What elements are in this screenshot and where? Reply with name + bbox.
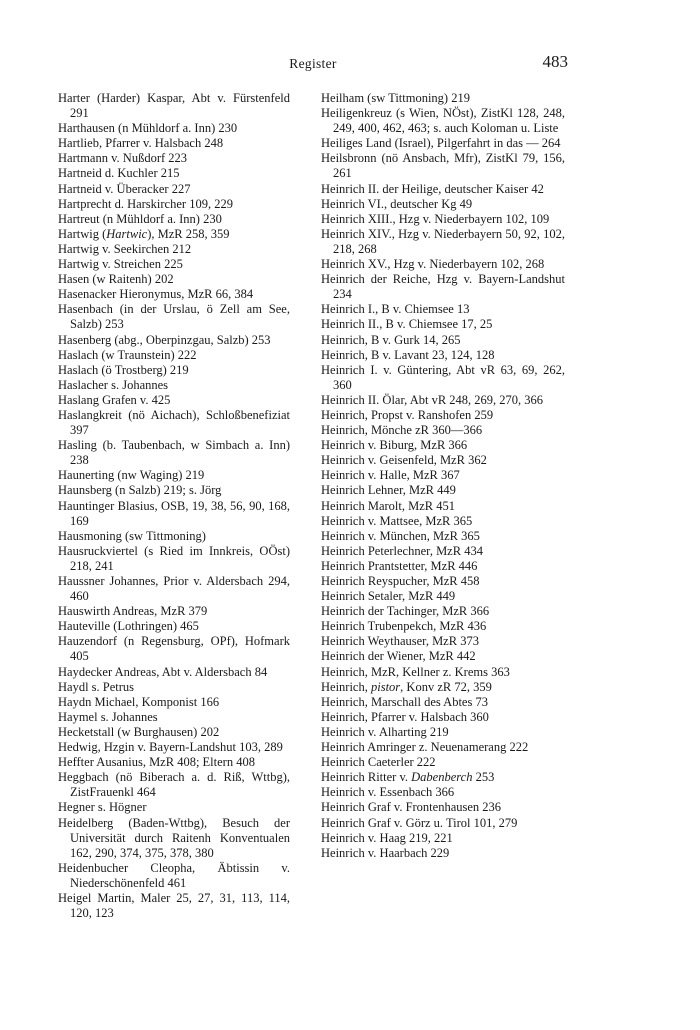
index-entry: Heinrich Weythauser, MzR 373 [321, 634, 479, 649]
index-entry: Hartlieb, Pfarrer v. Halsbach 248 [58, 136, 224, 151]
index-entry: Heinrich der Tachinger, MzR 366 [321, 604, 490, 619]
index-entry: Heinrich v. Biburg, MzR 366 [321, 438, 468, 453]
index-entry: Hartmann v. Nußdorf 223 [58, 151, 188, 166]
index-entry: Hartwig (Hartwic), MzR 258, 359 [58, 226, 230, 241]
index-entry: Hartreut (n Mühldorf a. Inn) 230 [58, 211, 222, 226]
index-entry: Heinrich Marolt, MzR 451 [321, 498, 456, 513]
index-entry: Hausruckviertel (s Ried im Innkreis, OÖst) 218, 241 [58, 543, 290, 573]
index-entry: Heinrich Lehner, MzR 449 [321, 483, 456, 498]
index-entry: Hasenacker Hieronymus, MzR 66, 384 [58, 287, 254, 302]
index-entry: Hauteville (Lothringen) 465 [58, 619, 199, 634]
index-entry: Heinrich II. der Heilige, deutscher Kaiser 42 [321, 181, 544, 196]
index-entry: Hegner s. Högner [58, 800, 147, 815]
index-entry: Heinrich XIV., Hzg v. Niederbayern 50, 92, 102, 218, 268 [321, 226, 565, 256]
index-entry: Heinrich II. Ölar, Abt vR 248, 269, 270, 366 [321, 392, 544, 407]
index-entry: Haydecker Andreas, Abt v. Aldersbach 84 [58, 664, 268, 679]
index-entry: Heilham (sw Tittmoning) 219 [321, 91, 470, 105]
index-entry: Heinrich v. Geisenfeld, MzR 362 [321, 453, 487, 468]
index-entry: Heinrich XIII., Hzg v. Niederbayern 102, 109 [321, 211, 550, 226]
index-entry: Heinrich der Reiche, Hzg v. Bayern-Landshut 234 [321, 272, 565, 302]
index-entry: Heinrich der Wiener, MzR 442 [321, 649, 476, 664]
index-entry: Hauswirth Andreas, MzR 379 [58, 604, 208, 619]
index-entry: Heinrich v. Mattsee, MzR 365 [321, 513, 473, 528]
index-entry: Heinrich Peterlechner, MzR 434 [321, 543, 483, 558]
index-entry: Heinrich v. München, MzR 365 [321, 528, 480, 543]
index-entry: Haunsberg (n Salzb) 219; s. Jörg [58, 483, 222, 498]
index-entry: Heinrich, Mönche zR 360—366 [321, 423, 483, 438]
index-entry: Hartwig v. Seekirchen 212 [58, 241, 192, 256]
index-entry: Heinrich Setaler, MzR 449 [321, 589, 456, 604]
index-entry: Heinrich, Propst v. Ranshofen 259 [321, 407, 494, 422]
index-entry: Hartneid v. Überacker 227 [58, 181, 191, 196]
index-entry: Heilsbronn (nö Ansbach, Mfr), ZistKl 79, 156, 261 [321, 151, 565, 181]
index-entry: Harthausen (n Mühldorf a. Inn) 230 [58, 121, 238, 136]
index-entry: Heinrich v. Haag 219, 221 [321, 830, 453, 845]
index-entry: Hecketstall (w Burghausen) 202 [58, 724, 220, 739]
index-entry: Heinrich Prantstetter, MzR 446 [321, 558, 478, 573]
index-entry: Hasenbach (in der Urslau, ö Zell am See, Salzb) 253 [58, 302, 290, 332]
index-entry: Heinrich Trubenpekch, MzR 436 [321, 619, 487, 634]
index-entry: Hartwig v. Streichen 225 [58, 257, 183, 272]
index-entry: Harter (Harder) Kaspar, Abt v. Fürstenfeld 291 [58, 91, 290, 121]
index-entry: Heinrich XV., Hzg v. Niederbayern 102, 268 [321, 257, 545, 272]
index-entry: Hartneid d. Kuchler 215 [58, 166, 180, 181]
index-entry: Heinrich I., B v. Chiemsee 13 [321, 302, 470, 317]
index-entry: Hasenberg (abg., Oberpinzgau, Salzb) 253 [58, 332, 271, 347]
index-entry: Hedwig, Hzgin v. Bayern-Landshut 103, 289 [58, 740, 283, 755]
index-entry: Heinrich VI., deutscher Kg 49 [321, 196, 473, 211]
index-entry: Heigel Martin, Maler 25, 27, 31, 113, 114, 120, 123 [58, 890, 290, 921]
index-entry: Heggbach (nö Biberach a. d. Riß, Wttbg), ZistFrauenkl 464 [58, 770, 290, 800]
index-entry: Heinrich Graf v. Frontenhausen 236 [321, 800, 502, 815]
index-entry: Haunerting (nw Waging) 219 [58, 468, 205, 483]
index-entry: Haslach (w Traunstein) 222 [58, 347, 197, 362]
index-entry: Heidenbucher Cleopha, Äbtissin v. Niederschönenfeld 461 [58, 860, 290, 890]
index-entry: Heinrich v. Alharting 219 [321, 724, 449, 739]
index-column-left [58, 91, 290, 921]
index-entry: Hasling (b. Taubenbach, w Simbach a. Inn) 238 [58, 438, 290, 468]
index-column-right [321, 91, 565, 861]
index-entry: Heinrich Amringer z. Neuenamerang 222 [321, 740, 529, 755]
index-entry: Haussner Johannes, Prior v. Aldersbach 294, 460 [58, 574, 290, 604]
index-entry: Heinrich Ritter v. Dabenberch 253 [321, 770, 495, 785]
index-entry: Haymel s. Johannes [58, 709, 158, 724]
index-entry: Heinrich v. Haarbach 229 [321, 845, 450, 860]
index-entry: Haslangkreit (nö Aichach), Schloßbenefiziat 397 [58, 407, 290, 438]
index-entry: Haslacher s. Johannes [58, 377, 169, 392]
running-head [58, 52, 568, 76]
index-entry: Heffter Ausanius, MzR 408; Eltern 408 [58, 755, 255, 770]
index-entry: Hausmoning (sw Tittmoning) [58, 528, 206, 543]
index-entry: Haydl s. Petrus [58, 679, 135, 694]
index-entry: Heidelberg (Baden-Wttbg), Besuch der Universität durch Raitenh Konventualen 162, 290, 374, 375, 378, 380 [58, 815, 290, 860]
running-title: Register [289, 56, 337, 71]
index-entry: Hauntinger Blasius, OSB, 19, 38, 56, 90, 168, 169 [58, 498, 290, 528]
index-entry: Heinrich Graf v. Görz u. Tirol 101, 279 [321, 815, 518, 830]
page-number: 483 [542, 52, 568, 71]
index-entry: Heinrich Reyspucher, MzR 458 [321, 574, 480, 588]
index-entry: Heinrich v. Halle, MzR 367 [321, 468, 460, 483]
index-entry: Heinrich, pistor, Konv zR 72, 359 [321, 679, 492, 694]
index-entry: Heinrich I. v. Güntering, Abt vR 63, 69, 262, 360 [321, 362, 565, 392]
index-entry: Heinrich Caeterler 222 [321, 755, 436, 770]
index-entry: Heinrich, Pfarrer v. Halsbach 360 [321, 709, 489, 724]
index-entry: Haslach (ö Trostberg) 219 [58, 362, 189, 377]
index-entry: Heinrich, B v. Gurk 14, 265 [321, 332, 461, 347]
index-entry: Heinrich, B v. Lavant 23, 124, 128 [321, 347, 495, 362]
index-entry: Hartprecht d. Harskircher 109, 229 [58, 196, 233, 211]
index-entry: Heinrich v. Essenbach 366 [321, 785, 455, 800]
index-entry: Heinrich II., B v. Chiemsee 17, 25 [321, 317, 493, 332]
index-entry: Heiligenkreuz (s Wien, NÖst), ZistKl 128, 248, 249, 400, 462, 463; s. auch Koloman u. Liste [321, 106, 565, 136]
index-entry: Heinrich, Marschall des Abtes 73 [321, 694, 488, 709]
index-entry: Haydn Michael, Komponist 166 [58, 694, 220, 709]
index-entry: Heiliges Land (Israel), Pilgerfahrt in das — 264 [321, 136, 561, 151]
index-entry: Haslang Grafen v. 425 [58, 392, 171, 407]
index-entry: Hauzendorf (n Regensburg, OPf), Hofmark 405 [58, 634, 290, 664]
index-entry: Heinrich, MzR, Kellner z. Krems 363 [321, 664, 510, 679]
index-entry: Hasen (w Raitenh) 202 [58, 272, 174, 287]
